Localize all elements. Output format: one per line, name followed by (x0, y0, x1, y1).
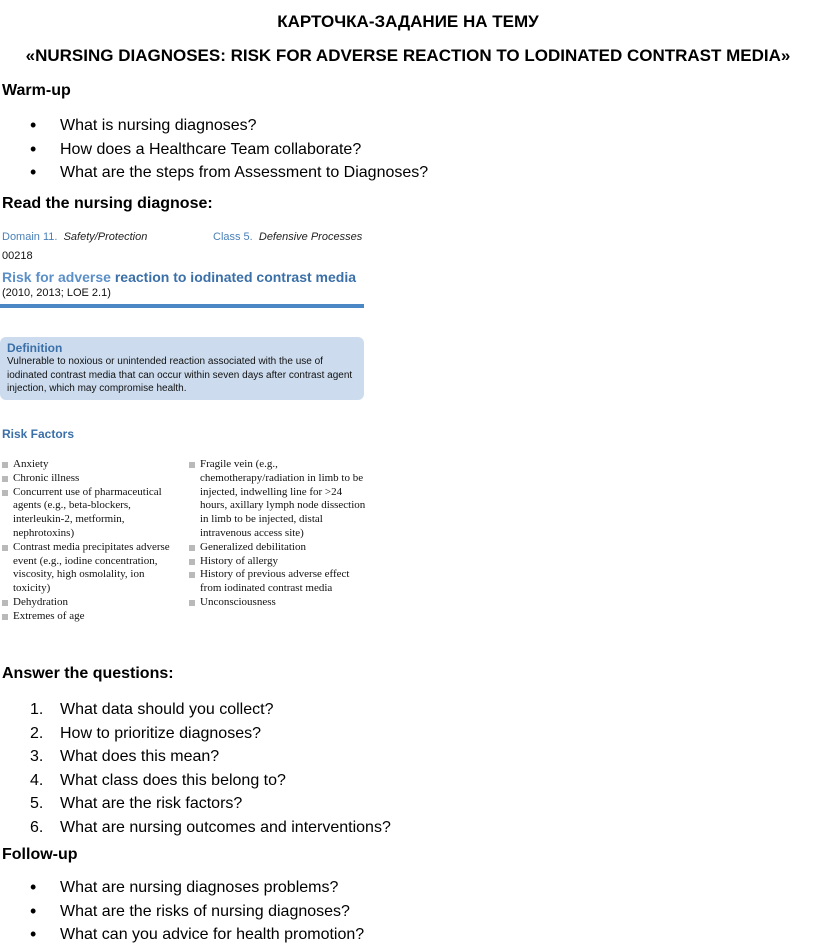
list-item (0, 722, 391, 746)
diagnosis-title (2, 269, 356, 285)
definition-heading: Definition (7, 341, 63, 355)
item-number: 6. (30, 818, 44, 836)
risk-factors-left (1, 458, 171, 624)
item-text: What data should you collect? (60, 701, 274, 718)
risk-factor: Generalized debilitation (188, 541, 366, 555)
answer-heading: Answer the questions: (2, 665, 174, 682)
followup-heading: Follow-up (2, 846, 78, 863)
risk-factor: Unconsciousness (188, 596, 366, 610)
list-item (0, 745, 391, 769)
list-item (0, 698, 391, 722)
class-line (213, 231, 362, 243)
item-text: What does this mean? (60, 748, 220, 765)
list-item: • What are the steps from Assessment to Diagnoses? (0, 161, 428, 185)
risk-factor: Concurrent use of pharmaceutical agents (e.g., beta-blockers, interleukin-2, metformin, nephrotoxins) (1, 486, 171, 541)
warmup-heading: Warm-up (2, 82, 71, 99)
item-text: How to prioritize diagnoses? (60, 724, 261, 742)
risk-factor: Chronic illness (1, 472, 171, 486)
title-divider (0, 304, 364, 308)
domain-name: Safety/Protection (63, 231, 148, 243)
item-text: What are nursing outcomes and interventions? (60, 818, 391, 836)
definition-text: Vulnerable to noxious or unintended reaction associated with the use of iodinated contrast media that can occur within seven days after contrast agent injection, which may compromise health. (7, 356, 353, 394)
read-heading: Read the nursing diagnose: (2, 195, 213, 212)
risk-factor: Contrast media precipitates adverse event (e.g., iodine concentration, viscosity, high osmolality, ion toxicity) (1, 541, 171, 596)
item-number: 3. (30, 748, 44, 765)
item-text: What class does this belong to? (60, 771, 286, 789)
list-item: • What are nursing diagnoses problems? (0, 876, 364, 900)
class-label: Class 5. (213, 231, 253, 243)
risk-factor: Extremes of age (1, 610, 171, 624)
diagnosis-figure (0, 226, 366, 640)
risk-factor: Fragile vein (e.g., chemotherapy/radiation in limb to be injected, indwelling line for >24 hours, axillary lymph node dissection in limb to be injected, distal intravenous access site) (188, 458, 366, 541)
list-item (0, 769, 391, 793)
page-subtitle: «NURSING DIAGNOSES: RISK FOR ADVERSE REACTION TO LODINATED CONTRAST MEDIA» (25, 46, 791, 65)
answer-list (0, 698, 391, 839)
domain-label: Domain 11. (2, 231, 58, 243)
list-item: • What is nursing diagnoses? (0, 114, 428, 138)
definition-box (0, 337, 364, 400)
page-title: КАРТОЧКА-ЗАДАНИЕ НА ТЕМУ (277, 12, 539, 31)
diagnosis-title-bold: reaction to iodinated contrast media (114, 269, 356, 285)
diagnosis-year: (2010, 2013; LOE 2.1) (2, 287, 111, 299)
list-item: • What are the risks of nursing diagnoses? (0, 900, 364, 924)
item-number: 5. (30, 795, 44, 812)
risk-factor: Dehydration (1, 596, 171, 610)
item-number: 1. (30, 701, 44, 718)
list-item (0, 816, 391, 840)
list-item (0, 792, 391, 816)
risk-factors-heading: Risk Factors (2, 427, 75, 441)
risk-factor: History of previous adverse effect from iodinated contrast media (188, 568, 366, 596)
item-number: 2. (30, 724, 44, 742)
list-item: • What can you advice for health promotion? (0, 923, 364, 947)
followup-list (0, 876, 364, 947)
list-item: • How does a Healthcare Team collaborate? (0, 138, 428, 162)
risk-factor: History of allergy (188, 555, 366, 569)
risk-factor: Anxiety (1, 458, 171, 472)
item-number: 4. (30, 771, 44, 789)
warmup-list (0, 114, 428, 185)
domain-line (2, 231, 147, 243)
risk-factors-right (188, 458, 366, 610)
diagnosis-code: 00218 (2, 250, 33, 262)
diagnosis-title-light: Risk for adverse (2, 269, 111, 285)
item-text: What are the risk factors? (60, 795, 243, 812)
class-name: Defensive Processes (258, 231, 363, 243)
